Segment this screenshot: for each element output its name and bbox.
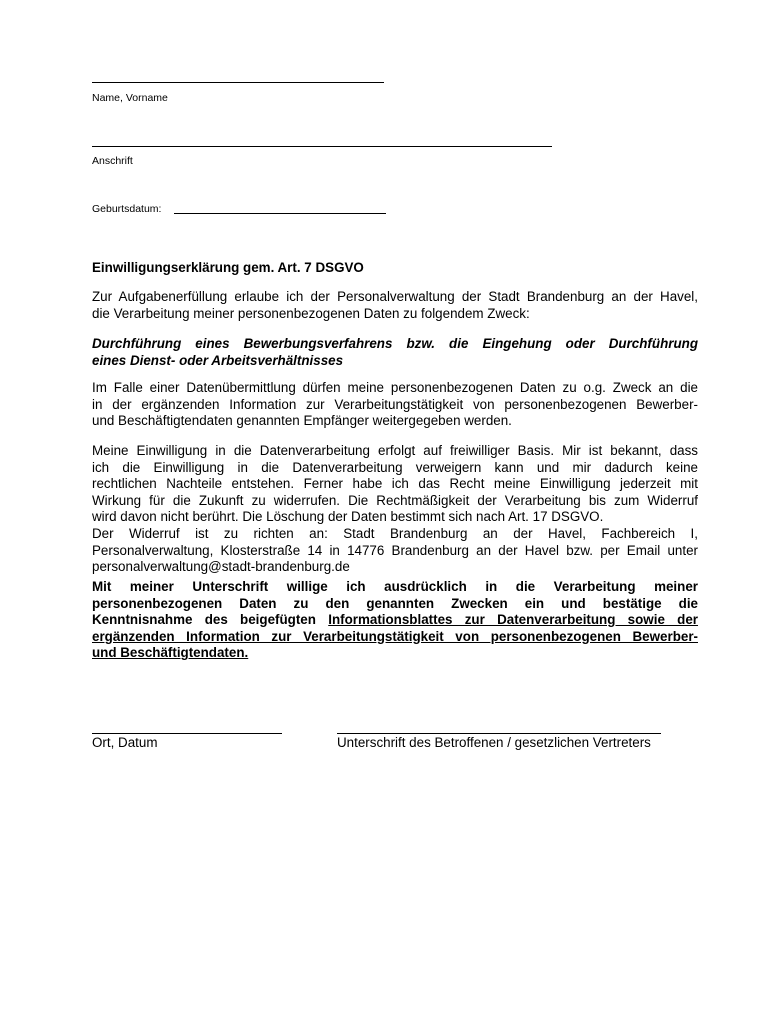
voluntary-paragraph <box>92 443 698 576</box>
transfer-line: Im Falle einer Datenübermittlung dürfen meine personenbezogenen Daten zu o.g. Zweck an die <box>92 380 698 395</box>
consent-line-underlined: Informationsblattes zur Datenverarbeitung sowie der <box>328 612 699 628</box>
signature-line <box>337 733 661 734</box>
voluntary-line: Personalverwaltung, Klosterstraße 14 in 14776 Brandenburg an der Havel bzw. per Email unter <box>92 542 698 558</box>
place-date-label: Ort, Datum <box>92 735 158 750</box>
address-line <box>92 146 552 147</box>
purpose-line: eines Dienst- oder Arbeitsverhältnisses <box>92 352 344 368</box>
place-date-line <box>92 733 282 734</box>
address-label: Anschrift <box>92 155 133 167</box>
voluntary-line: ich die Einwilligung in die Datenverarbeitung verweigern kann und mir dadurch keine <box>92 459 698 475</box>
intro-line: die Verarbeitung meiner personenbezogenen Daten zu folgendem Zweck: <box>92 305 530 321</box>
voluntary-line: Meine Einwilligung in die Datenverarbeitung erfolgt auf freiwilliger Basis. Mir ist bekannt, dass <box>92 443 698 458</box>
consent-line: personenbezogenen Daten zu den genannten Zwecken ein und bestätige die <box>92 595 698 611</box>
birthdate-label: Geburtsdatum: <box>92 203 162 215</box>
intro-line: Zur Aufgabenerfüllung erlaube ich der Personalverwaltung der Stadt Brandenburg an der Havel, <box>92 289 698 304</box>
voluntary-line: wird davon nicht berührt. Die Löschung der Daten bestimmt sich nach Art. 17 DSGVO. <box>92 509 604 525</box>
intro-paragraph <box>92 289 698 322</box>
consent-line: Mit meiner Unterschrift willige ich ausdrücklich in die Verarbeitung meiner <box>92 579 698 594</box>
consent-line-underlined: ergänzenden Information zur Verarbeitungstätigkeit von personenbezogenen Bewerber- <box>92 628 698 644</box>
purpose-line: Durchführung eines Bewerbungsverfahrens bzw. die Eingehung oder Durchführung <box>92 336 698 351</box>
transfer-line: in der ergänzenden Information zur Verarbeitungstätigkeit von personenbezogenen Bewerber- <box>92 396 698 412</box>
name-label: Name, Vorname <box>92 92 168 104</box>
purpose-paragraph <box>92 336 698 369</box>
voluntary-line: rechtlichen Nachteile entstehen. Ferner habe ich das Recht meine Einwilligung jederzeit mit <box>92 476 698 492</box>
consent-line-underlined: und Beschäftigtendaten. <box>92 645 249 661</box>
voluntary-email-line: personalverwaltung@stadt-brandenburg.de <box>92 559 350 575</box>
transfer-line: und Beschäftigtendaten genannten Empfänger weitergegeben werden. <box>92 413 512 429</box>
transfer-paragraph <box>92 380 698 430</box>
consent-paragraph <box>92 579 698 662</box>
signature-label: Unterschrift des Betroffenen / gesetzlichen Vertreters <box>337 735 651 750</box>
birthdate-line <box>174 213 386 214</box>
name-line <box>92 82 384 83</box>
document-title: Einwilligungserklärung gem. Art. 7 DSGVO <box>92 260 364 275</box>
consent-line <box>92 612 698 629</box>
voluntary-line: Wirkung für die Zukunft zu widerrufen. Die Rechtmäßigkeit der Verarbeitung bis zum Widerruf <box>92 492 698 508</box>
voluntary-line: Der Widerruf ist zu richten an: Stadt Brandenburg an der Havel, Fachbereich I, <box>92 525 698 541</box>
consent-line-plain: Kenntnisnahme des beigefügten <box>92 612 329 628</box>
